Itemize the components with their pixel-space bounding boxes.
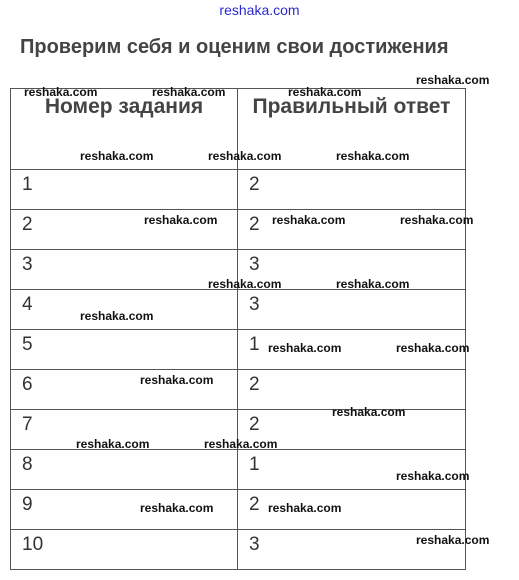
watermark-text: reshaka.com — [416, 73, 490, 87]
watermark-text: reshaka.com — [332, 405, 406, 419]
task-number-cell: 6 — [11, 370, 238, 410]
task-number-cell: 2 — [11, 210, 238, 250]
task-number-cell: 5 — [11, 330, 238, 370]
watermark-text: reshaka.com — [144, 213, 218, 227]
watermark-text: reshaka.com — [396, 469, 470, 483]
table-row — [11, 370, 466, 410]
task-number-cell: 3 — [11, 250, 238, 290]
table-row — [11, 170, 466, 210]
watermark-text: reshaka.com — [80, 149, 154, 163]
watermark-text: reshaka.com — [416, 533, 490, 547]
watermark-text: reshaka.com — [204, 437, 278, 451]
watermark-text: reshaka.com — [80, 309, 154, 323]
task-number-cell: 7 — [11, 410, 238, 450]
watermark-text: reshaka.com — [336, 277, 410, 291]
watermark-text: reshaka.com — [76, 437, 150, 451]
task-number-cell: 1 — [11, 170, 238, 210]
answer-cell: 2 — [238, 410, 466, 450]
watermark-text: reshaka.com — [272, 213, 346, 227]
answer-cell: 3 — [238, 530, 466, 570]
task-number-cell: 4 — [11, 290, 238, 330]
watermark-text: reshaka.com — [140, 501, 214, 515]
watermark-text: reshaka.com — [140, 373, 214, 387]
task-number-cell: 9 — [11, 490, 238, 530]
table-row — [11, 290, 466, 330]
answer-cell: 2 — [238, 170, 466, 210]
column-header-correct-answer: Правильный ответ — [238, 89, 466, 170]
answer-cell: 3 — [238, 250, 466, 290]
watermark-text: reshaka.com — [268, 501, 342, 515]
answer-cell: 1 — [238, 450, 466, 490]
task-number-cell: 8 — [11, 450, 238, 490]
table-row — [11, 210, 466, 250]
answer-cell: 3 — [238, 290, 466, 330]
watermark-text: reshaka.com — [288, 85, 362, 99]
watermark-text: reshaka.com — [208, 277, 282, 291]
answer-cell: 1 — [238, 330, 466, 370]
watermark-text: reshaka.com — [268, 341, 342, 355]
table-row — [11, 490, 466, 530]
site-link[interactable]: reshaka.com — [219, 2, 300, 18]
task-number-cell: 10 — [11, 530, 238, 570]
watermark-text: reshaka.com — [208, 149, 282, 163]
column-header-task-number: Номер задания — [11, 89, 238, 170]
watermark-text: reshaka.com — [336, 149, 410, 163]
answer-cell: 2 — [238, 210, 466, 250]
answer-cell: 2 — [238, 370, 466, 410]
watermark-text: reshaka.com — [152, 85, 226, 99]
watermark-text: reshaka.com — [400, 213, 474, 227]
watermark-text: reshaka.com — [24, 85, 98, 99]
page-title: Проверим себя и оценим свои достижения — [20, 36, 449, 58]
table-row — [11, 530, 466, 570]
answer-cell: 2 — [238, 490, 466, 530]
watermark-text: reshaka.com — [396, 341, 470, 355]
